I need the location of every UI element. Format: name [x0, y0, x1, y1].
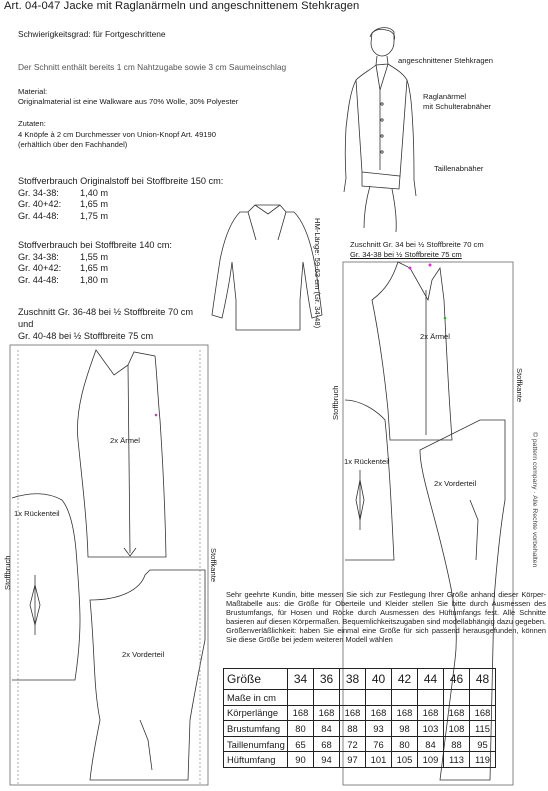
- label-collar: angeschnittener Stehkragen: [398, 56, 493, 65]
- right-sleeve-label: 2x Ärmel: [420, 332, 450, 341]
- size-col: 40: [366, 669, 392, 690]
- right-back-label: 1x Rückenteil: [344, 457, 390, 466]
- unit-row: [224, 690, 496, 706]
- fabric-row: Gr. 34-38: 1,40 m: [18, 188, 109, 198]
- accessories-heading: Zutaten:: [18, 119, 46, 128]
- layout-right-title-1: Zuschnitt Gr. 34 bei ½ Stoffbreite 70 cm: [350, 240, 484, 249]
- size-header-row: [224, 669, 496, 690]
- label-raglan-dart: mit Schulterabnäher: [423, 102, 491, 111]
- layout-left-title-2: und: [18, 319, 34, 329]
- size-col: 48: [470, 669, 496, 690]
- fabric-row: Gr. 44-48: 1,75 m: [18, 210, 109, 221]
- fabric-row: Gr. 44-48: 1,80 m: [18, 274, 109, 285]
- unit-label: Maße in cm: [224, 690, 288, 706]
- accessories-line-2: (erhältlich über den Fachhandel): [18, 140, 128, 149]
- layout-left-title-1: Zuschnitt Gr. 36-48 bei ½ Stoffbreite 70 cm: [18, 307, 193, 317]
- measure-row: Hüftumfang 90 94 97 101 105 109 113 119: [224, 752, 496, 768]
- fabric-150-heading: Stoffverbrauch Originalstoff bei Stoffbreite 150 cm:: [18, 176, 224, 186]
- measure-row: Taillenumfang 65 68 72 76 80 84 88 95: [224, 736, 496, 752]
- label-length: HM-Länge: 59-63 cm (Gr. 34-48): [313, 218, 322, 329]
- right-selvage-label: Stoffkante: [515, 368, 524, 403]
- left-sleeve-label: 2x Ärmel: [110, 436, 140, 445]
- accessories-line-1: 4 Knöpfe à 2 cm Durchmesser von Union-Knopf Art. 49190: [18, 130, 216, 139]
- size-col: 46: [444, 669, 470, 690]
- label-waist-dart: Taillenabnäher: [434, 164, 484, 173]
- left-back-label: 1x Rückenteil: [14, 509, 60, 518]
- left-selvage-label: Stoffkante: [209, 548, 218, 583]
- size-col: 34: [288, 669, 314, 690]
- left-front-label: 2x Vorderteil: [122, 650, 165, 659]
- size-col: 42: [392, 669, 418, 690]
- layout-right-title-2: Gr. 34-38 bei ½ Stoffbreite 75 cm: [350, 250, 462, 259]
- model-illustration-icon: [344, 28, 416, 232]
- fabric-row: Gr. 40+42: 1,65 m: [18, 263, 109, 274]
- label-raglan: Raglanärmel: [423, 92, 467, 101]
- measure-row: Brustumfang 80 84 88 93 98 103 108 115: [224, 721, 496, 737]
- size-info-text: Sehr geehrte Kundin, bitte messen Sie sich zur Festlegung Ihrer Größe anhand dieser Körper-Maßtabelle aus: die Größe für Oberteile und Kleider stellen Sie bitte durch Ausmessen des Brustumfangs, für Hosen und Röcke durch Ausmessen des Hüftumfangs fest. Alle Schnitte basieren auf diesen Körpermaßen. Bequemlichkeitszugaben sind modellabhängig dazu gegeben. Größenverläßlichkeit: haben Sie einmal eine Größe für sich passend herausgefunden, können Sie diese Größe bei jedem weiteren Modell wählen: [226, 590, 546, 645]
- right-fold-label: Stoffbruch: [331, 385, 340, 420]
- size-col: 36: [314, 669, 340, 690]
- layout-left-pieces: [10, 345, 208, 785]
- measure-row: Körperlänge 168 168 168 168 168 168 168 168: [224, 705, 496, 721]
- size-table: [223, 668, 496, 768]
- fabric-140-heading: Stoffverbrauch bei Stoffbreite 140 cm:: [18, 240, 172, 250]
- difficulty-label: Schwierigkeitsgrad: für Fortgeschrittene: [18, 29, 166, 39]
- size-col: 44: [418, 669, 444, 690]
- right-front-label: 2x Vorderteil: [434, 479, 477, 488]
- size-header-label: Größe: [224, 669, 288, 690]
- copyright-note: © pattern company · Alle Rechte vorbehalten: [531, 432, 538, 568]
- fabric-row: Gr. 40+42: 1,65 m: [18, 199, 109, 210]
- fabric-row: Gr. 34-38: 1,55 m: [18, 252, 109, 262]
- layout-left-title-3: Gr. 40-48 bei ½ Stoffbreite 75 cm: [18, 331, 154, 341]
- flat-jacket-sketch-icon: [212, 205, 322, 330]
- material-text: Originalmaterial ist eine Walkware aus 70% Wolle, 30% Polyester: [18, 97, 239, 106]
- page-title: Art. 04-047 Jacke mit Raglanärmeln und angeschnittenem Stehkragen: [4, 0, 360, 12]
- seam-allowance-note: Der Schnitt enthält bereits 1 cm Nahtzugabe sowie 3 cm Saumeinschlag: [18, 62, 287, 72]
- size-col: 38: [340, 669, 366, 690]
- material-heading: Material:: [18, 87, 48, 96]
- left-fold-label: Stoffbruch: [3, 555, 12, 590]
